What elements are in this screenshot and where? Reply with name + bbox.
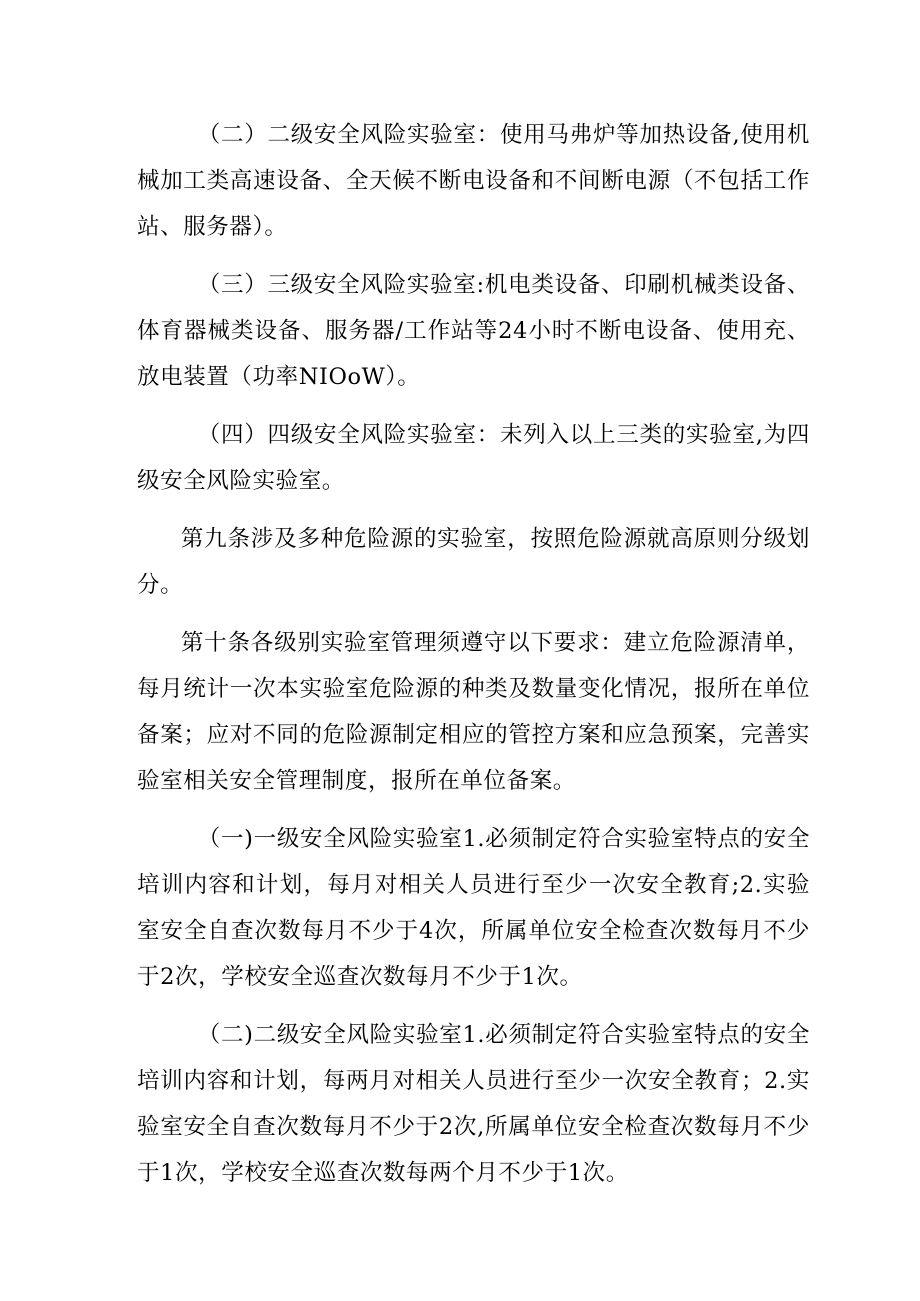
paragraph-level1-requirements: （一)一级安全风险实验室1.必须制定符合实验室特点的安全培训内容和计划，每月对相关人员进行至少一次安全教育;2.实验室安全自查次数每月不少于4次，所属单位安全检查次数每月不少于2次，学校安全巡查次数每月不少于1次。 — [137, 826, 810, 990]
paragraph-article-9: 第九条涉及多种危险源的实验室，按照危险源就高原则分级划分。 — [137, 526, 810, 598]
paragraph-level2-classification: （二）二级安全风险实验室：使用马弗炉等加热设备,使用机械加工类高速设备、全天候不断电设备和不间断电源（不包括工作站、服务器）。 — [137, 122, 810, 240]
paragraph-article-10: 第十条各级别实验室管理须遵守以下要求：建立危险源清单，每月统计一次本实验室危险源的种类及数量变化情况，报所在单位备案；应对不同的危险源制定相应的管控方案和应急预案，完善实验室相关安全管理制度，报所在单位备案。 — [137, 630, 810, 794]
paragraph-level4-classification: （四）四级安全风险实验室：未列入以上三类的实验室,为四级安全风险实验室。 — [137, 422, 810, 494]
paragraph-level2-requirements: （二)二级安全风险实验室1.必须制定符合实验室特点的安全培训内容和计划，每两月对相关人员进行至少一次安全教育；2.实验室安全自查次数每月不少于2次,所属单位安全检查次数每月不少于1次，学校安全巡查次数每两个月不少于1次。 — [137, 1022, 810, 1186]
paragraph-level3-classification: （三）三级安全风险实验室:机电类设备、印刷机械类设备、体育器械类设备、服务器/工作站等24小时不断电设备、使用充、放电装置（功率NIOoW）。 — [137, 272, 810, 390]
